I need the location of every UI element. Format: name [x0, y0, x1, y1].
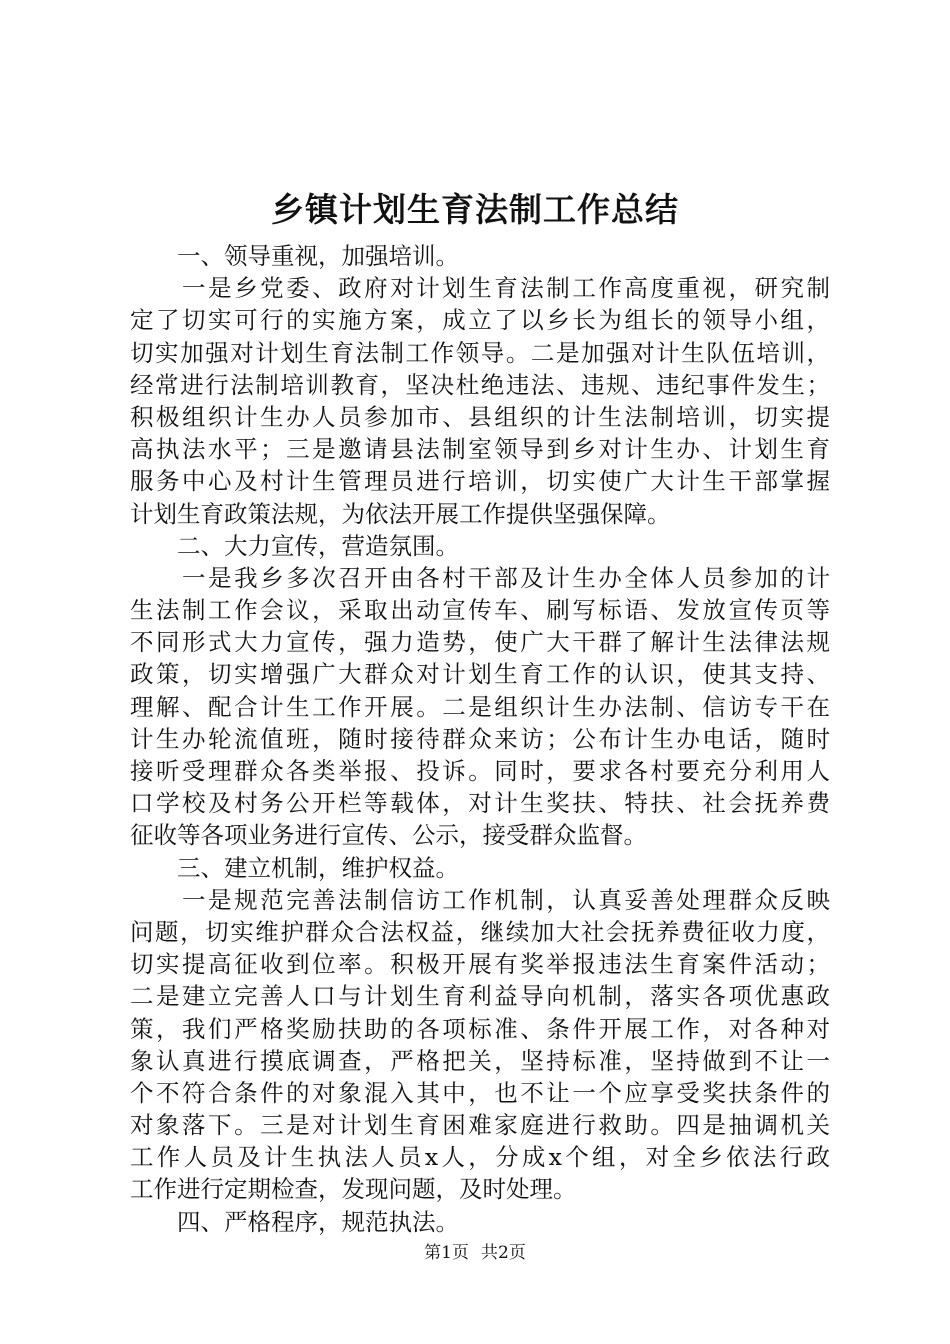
- body-line: 服务中心及村计生管理员进行培训，切实使广大计生干部掌握: [130, 467, 830, 496]
- body-line: 口学校及村务公开栏等载体，对计生奖扶、特扶、社会抚养费: [130, 789, 830, 818]
- body-line: 工作人员及计生执法人员x人，分成x个组，对全乡依法行政: [130, 1143, 830, 1172]
- body-line: 切实加强对计划生育法制工作领导。二是加强对计生队伍培训，: [130, 338, 830, 367]
- document-body: [130, 240, 830, 1238]
- body-line: 接听受理群众各类举报、投诉。同时，要求各村要充分利用人: [130, 757, 830, 785]
- body-line: 四、严格程序，规范执法。: [130, 1207, 459, 1236]
- body-line: 切实提高征收到位率。积极开展有奖举报违法生育案件活动；: [130, 950, 830, 979]
- body-line: 不同形式大力宣传，强力造势，使广大干群了解计生法律法规: [130, 628, 830, 657]
- body-line: 一、领导重视，加强培训。: [130, 242, 459, 270]
- body-line: 征收等各项业务进行宣传、公示，接受群众监督。: [130, 821, 647, 850]
- page-footer: [0, 1241, 950, 1265]
- body-line: 策，我们严格奖励扶助的各项标准、条件开展工作，对各种对: [130, 1014, 830, 1043]
- body-line: 对象落下。三是对计划生育困难家庭进行救助。四是抽调机关: [130, 1111, 830, 1140]
- body-line: 一是规范完善法制信访工作机制，认真妥善处理群众反映: [130, 885, 830, 914]
- body-line: 定了切实可行的实施方案，成立了以乡长为组长的领导小组，: [130, 306, 830, 335]
- page-number: 第1页: [424, 1243, 469, 1263]
- body-line: 一是我乡多次召开由各村干部及计生办全体人员参加的计: [130, 563, 830, 592]
- body-line: 二是建立完善人口与计划生育利益导向机制，落实各项优惠政: [130, 982, 830, 1011]
- body-line: 高执法水平；三是邀请县法制室领导到乡对计生办、计划生育: [130, 435, 830, 464]
- body-line: 政策，切实增强广大群众对计划生育工作的认识，使其支持、: [130, 660, 830, 689]
- body-line: 计划生育政策法规，为依法开展工作提供坚强保障。: [130, 499, 671, 528]
- body-line: 一是乡党委、政府对计划生育法制工作高度重视，研究制: [130, 274, 830, 303]
- body-line: 个不符合条件的对象混入其中，也不让一个应享受奖扶条件的: [130, 1078, 830, 1107]
- body-line: 计生办轮流值班，随时接待群众来访；公布计生办电话，随时: [130, 724, 830, 753]
- body-line: 理解、配合计生工作开展。二是组织计生办法制、信访专干在: [130, 692, 830, 721]
- body-line: 工作进行定期检查，发现问题，及时处理。: [130, 1175, 577, 1204]
- body-line: 三、建立机制，维护权益。: [130, 853, 459, 882]
- body-line: 经常进行法制培训教育，坚决杜绝违法、违规、违纪事件发生；: [130, 370, 830, 399]
- body-line: 积极组织计生办人员参加市、县组织的计生法制培训，切实提: [130, 402, 830, 431]
- body-line: 二、大力宣传，营造氛围。: [130, 531, 459, 560]
- page-total: 共2页: [481, 1243, 526, 1263]
- body-line: 问题，切实维护群众合法权益，继续加大社会抚养费征收力度，: [130, 917, 830, 946]
- body-line: 象认真进行摸底调查，严格把关，坚持标准，坚持做到不让一: [130, 1046, 830, 1075]
- body-line: 生法制工作会议，采取出动宣传车、刷写标语、发放宣传页等: [130, 596, 830, 625]
- document-title: 乡镇计划生育法制工作总结: [271, 190, 679, 229]
